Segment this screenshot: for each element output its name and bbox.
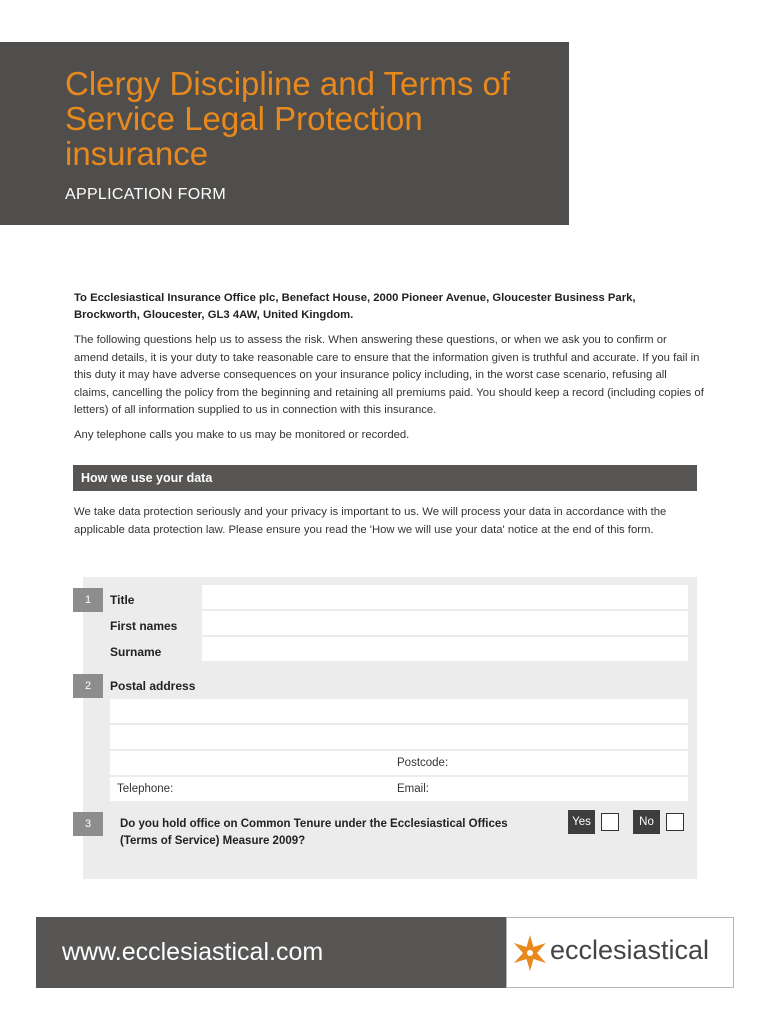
title-field[interactable] bbox=[202, 585, 688, 609]
star-logo-icon bbox=[511, 934, 549, 972]
question-number-1: 1 bbox=[73, 588, 103, 612]
first-names-label: First names bbox=[110, 619, 178, 633]
telephone-label: Telephone: bbox=[117, 783, 174, 795]
yes-label: Yes bbox=[568, 810, 595, 834]
page-title: Clergy Discipline and Terms of Service Legal Protection insurance bbox=[65, 65, 511, 172]
monitoring-notice: Any telephone calls you make to us may be monitored or recorded. bbox=[74, 429, 410, 441]
first-names-field[interactable] bbox=[202, 611, 688, 635]
intro-paragraph: The following questions help us to assess the risk. When answering these questions, or when we ask you to confirm or amend details, it is your duty to take reasonable care to ensure that the information given is truthful and accurate. If you fail in this duty it may have adverse consequences on your insurance policy including, in the worst case scenario, refusing all claims, cancelling the policy from the beginning and retaining all premiums paid. You should keep a record (including copies of letters) of all information supplied to us in connection with this insurance. bbox=[74, 334, 704, 416]
address-line-2-field[interactable] bbox=[110, 725, 688, 749]
postcode-label: Postcode: bbox=[397, 757, 449, 769]
common-tenure-question: Do you hold office on Common Tenure under the Ecclesiastical Offices (Terms of Service) Measure 2009? bbox=[120, 818, 508, 847]
page-subtitle: APPLICATION FORM bbox=[65, 186, 226, 203]
insurer-address: To Ecclesiastical Insurance Office plc, Benefact House, 2000 Pioneer Avenue, Gloucester Business Park, Brockworth, Gloucester, GL3 4AW, United Kingdom. bbox=[74, 292, 636, 321]
surname-label: Surname bbox=[110, 645, 162, 659]
title-label: Title bbox=[110, 593, 135, 607]
website-link[interactable]: www.ecclesiastical.com bbox=[62, 938, 324, 966]
data-protection-text: We take data protection seriously and your privacy is important to us. We will process your data in accordance with the applicable data protection law. Please ensure you read the 'How we will use your data' notice at the end of this form. bbox=[74, 506, 667, 536]
yes-checkbox[interactable] bbox=[601, 813, 619, 831]
postal-address-label: Postal address bbox=[110, 679, 196, 693]
question-number-3: 3 bbox=[73, 812, 103, 836]
section-heading-data: How we use your data bbox=[73, 465, 697, 491]
logo-wordmark: ecclesiastical bbox=[550, 935, 710, 965]
surname-field[interactable] bbox=[202, 637, 688, 661]
address-line-1-field[interactable] bbox=[110, 699, 688, 723]
question-number-2: 2 bbox=[73, 674, 103, 698]
email-label: Email: bbox=[397, 783, 429, 795]
no-checkbox[interactable] bbox=[666, 813, 684, 831]
no-label: No bbox=[633, 810, 660, 834]
